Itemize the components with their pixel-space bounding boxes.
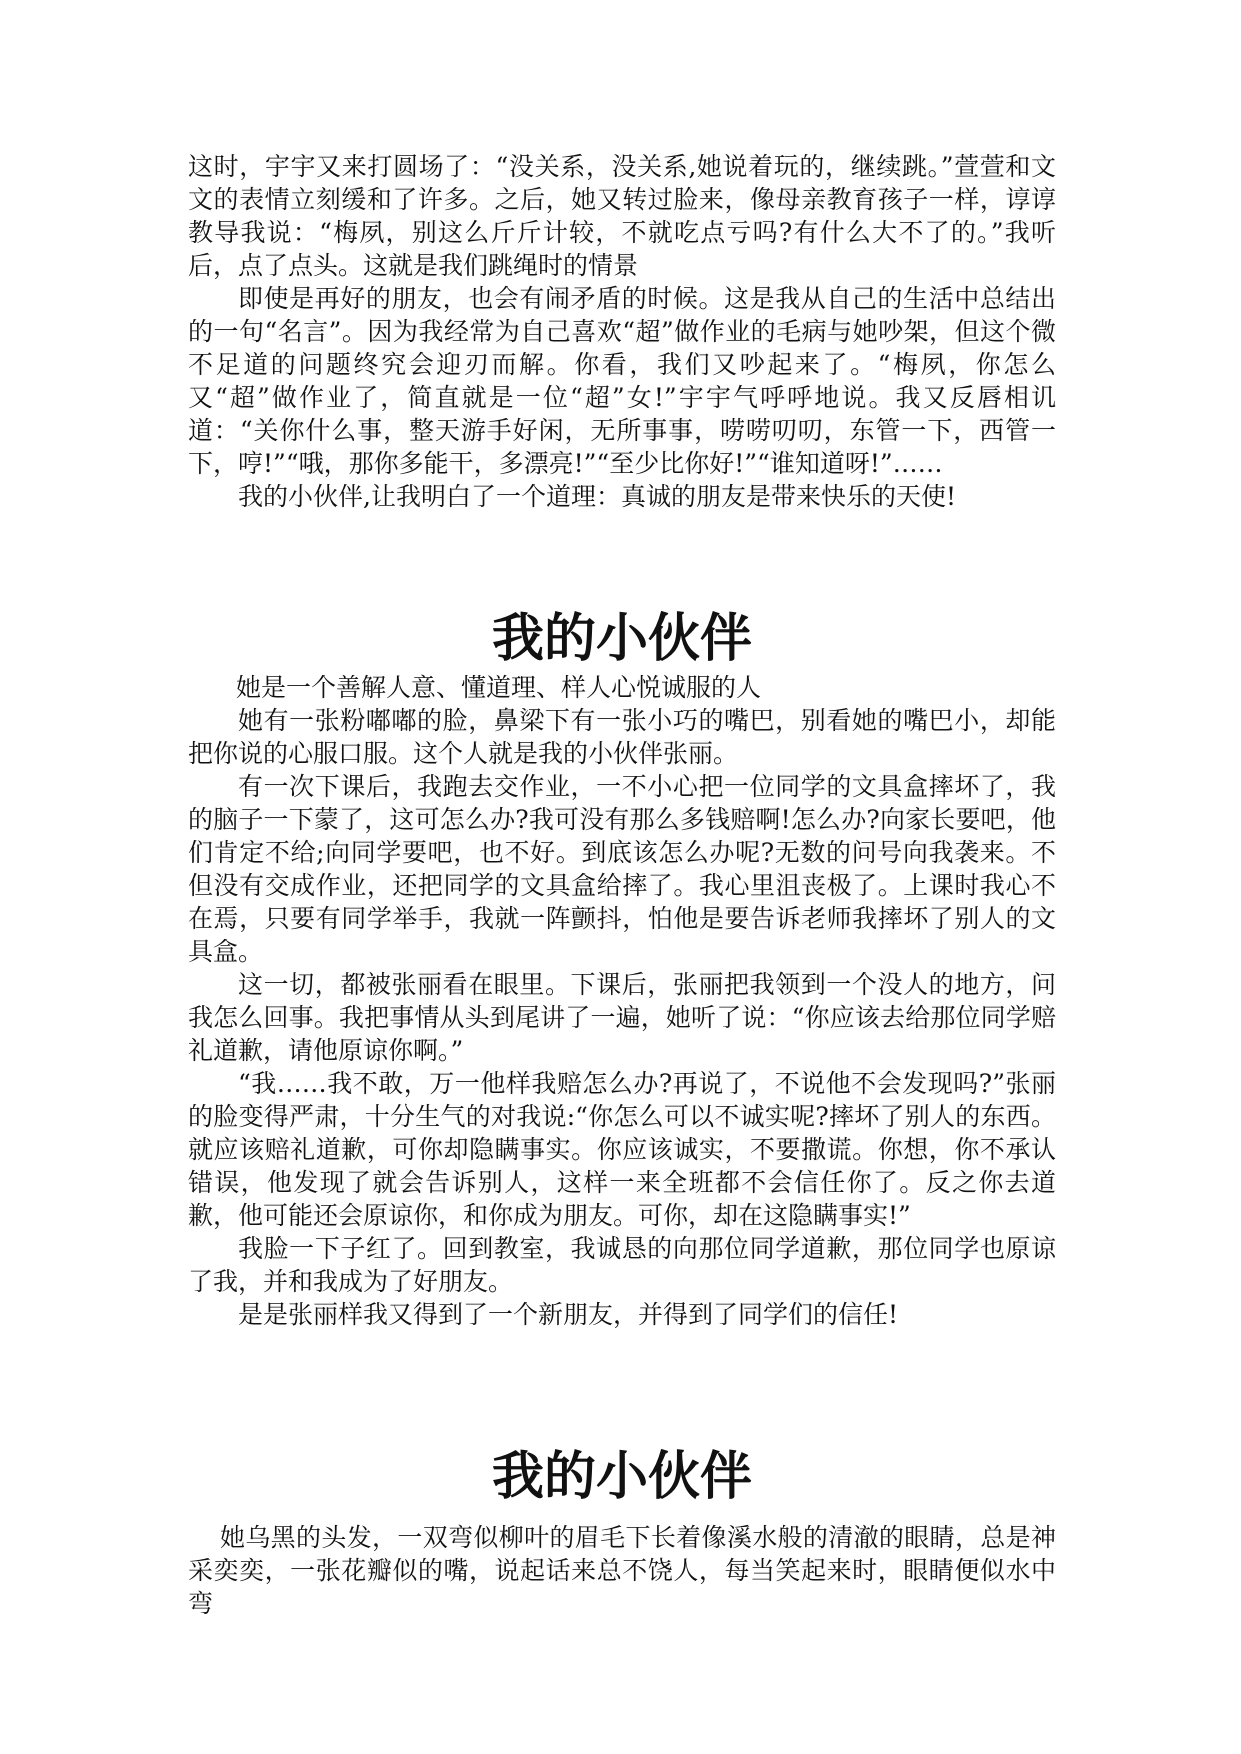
essay-title: 我的小伙伴 xyxy=(491,1447,752,1507)
essay-continuation xyxy=(188,150,1056,513)
essay-intro-line: 她是一个善解人意、懂道理、样人心悦诚服的人 xyxy=(236,673,762,702)
paragraph: 有一次下课后，我跑去交作业，一不小心把一位同学的文具盒摔坏了，我的脑子一下蒙了，这可怎么办?我可没有那么多钱赔啊!怎么办?向家长要吧，他们肯定不给;向同学要吧，也不好。到底该怎么办呢?无数的问号向我袭来。不但没有交成作业，还把同学的文具盒给摔了。我心里沮丧极了。上课时我心不在焉，只要有同学举手，我就一阵颤抖，怕他是要告诉老师我摔坏了别人的文具盒。 xyxy=(188,772,1056,966)
essay-2 xyxy=(188,607,1056,1331)
paragraph: 我脸一下子红了。回到教室，我诚恳的向那位同学道歉，那位同学也原谅了我，并和我成为了好朋友。 xyxy=(188,1234,1056,1296)
paragraph: “我……我不敢，万一他样我赔怎么办?再说了，不说他不会发现吗?”张丽的脸变得严肃，十分生气的对我说:“你怎么可以不诚实呢?摔坏了别人的东西。就应该赔礼道歉，可你却隐瞒事实。你应该诚实，不要撒谎。你想，你不承认错误，他发现了就会告诉别人，这样一来全班都不会信任你了。反之你去道歉，他可能还会原谅你，和你成为朋友。可你，却在这隐瞒事实!” xyxy=(188,1069,1056,1230)
paragraph: 这时，宇宇又来打圆场了：“没关系，没关系,她说着玩的，继续跳。”萱萱和文文的表情立刻缓和了许多。之后，她又转过脸来，像母亲教育孩子一样，谆谆教导我说：“梅夙，别这么斤斤计较，不就吃点亏吗?有什么大不了的。”我听后，点了点头。这就是我们跳绳时的情景 xyxy=(188,152,1056,280)
paragraph: 即使是再好的朋友，也会有闹矛盾的时候。这是我从自己的生活中总结出的一句“名言”。因为我经常为自己喜欢“超”做作业的毛病与她吵架，但这个微不足道的问题终究会迎刃而解。你看，我们又吵起来了。“梅夙，你怎么又“超”做作业了，简直就是一位“超”女!”宇宇气呼呼地说。我又反唇相讥道：“关你什么事，整天游手好闲，无所事事，唠唠叨叨，东管一下，西管一下，哼!”“哦，那你多能干，多漂亮!”“至少比你好!”“谁知道呀!”…… xyxy=(188,284,1056,478)
paragraph: 她乌黑的头发，一双弯似柳叶的眉毛下长着像溪水般的清澈的眼睛，总是神采奕奕，一张花瓣似的嘴，说起话来总不饶人，每当笑起来时，眼睛便似水中弯 xyxy=(188,1523,1056,1618)
paragraph: 是是张丽样我又得到了一个新朋友，并得到了同学们的信任! xyxy=(238,1300,899,1329)
paragraph: 她有一张粉嘟嘟的脸，鼻梁下有一张小巧的嘴巴，别看她的嘴巴小，却能把你说的心服口服。这个人就是我的小伙伴张丽。 xyxy=(188,706,1056,768)
essay-3 xyxy=(188,1445,1056,1620)
paragraph: 这一切，都被张丽看在眼里。下课后，张丽把我领到一个没人的地方，问我怎么回事。我把事情从头到尾讲了一遍，她听了说：“你应该去给那位同学赔礼道歉，请他原谅你啊。” xyxy=(188,970,1056,1065)
paragraph: 我的小伙伴,让我明白了一个道理：真诚的朋友是带来快乐的天使! xyxy=(238,482,956,511)
essay-title: 我的小伙伴 xyxy=(491,609,752,669)
